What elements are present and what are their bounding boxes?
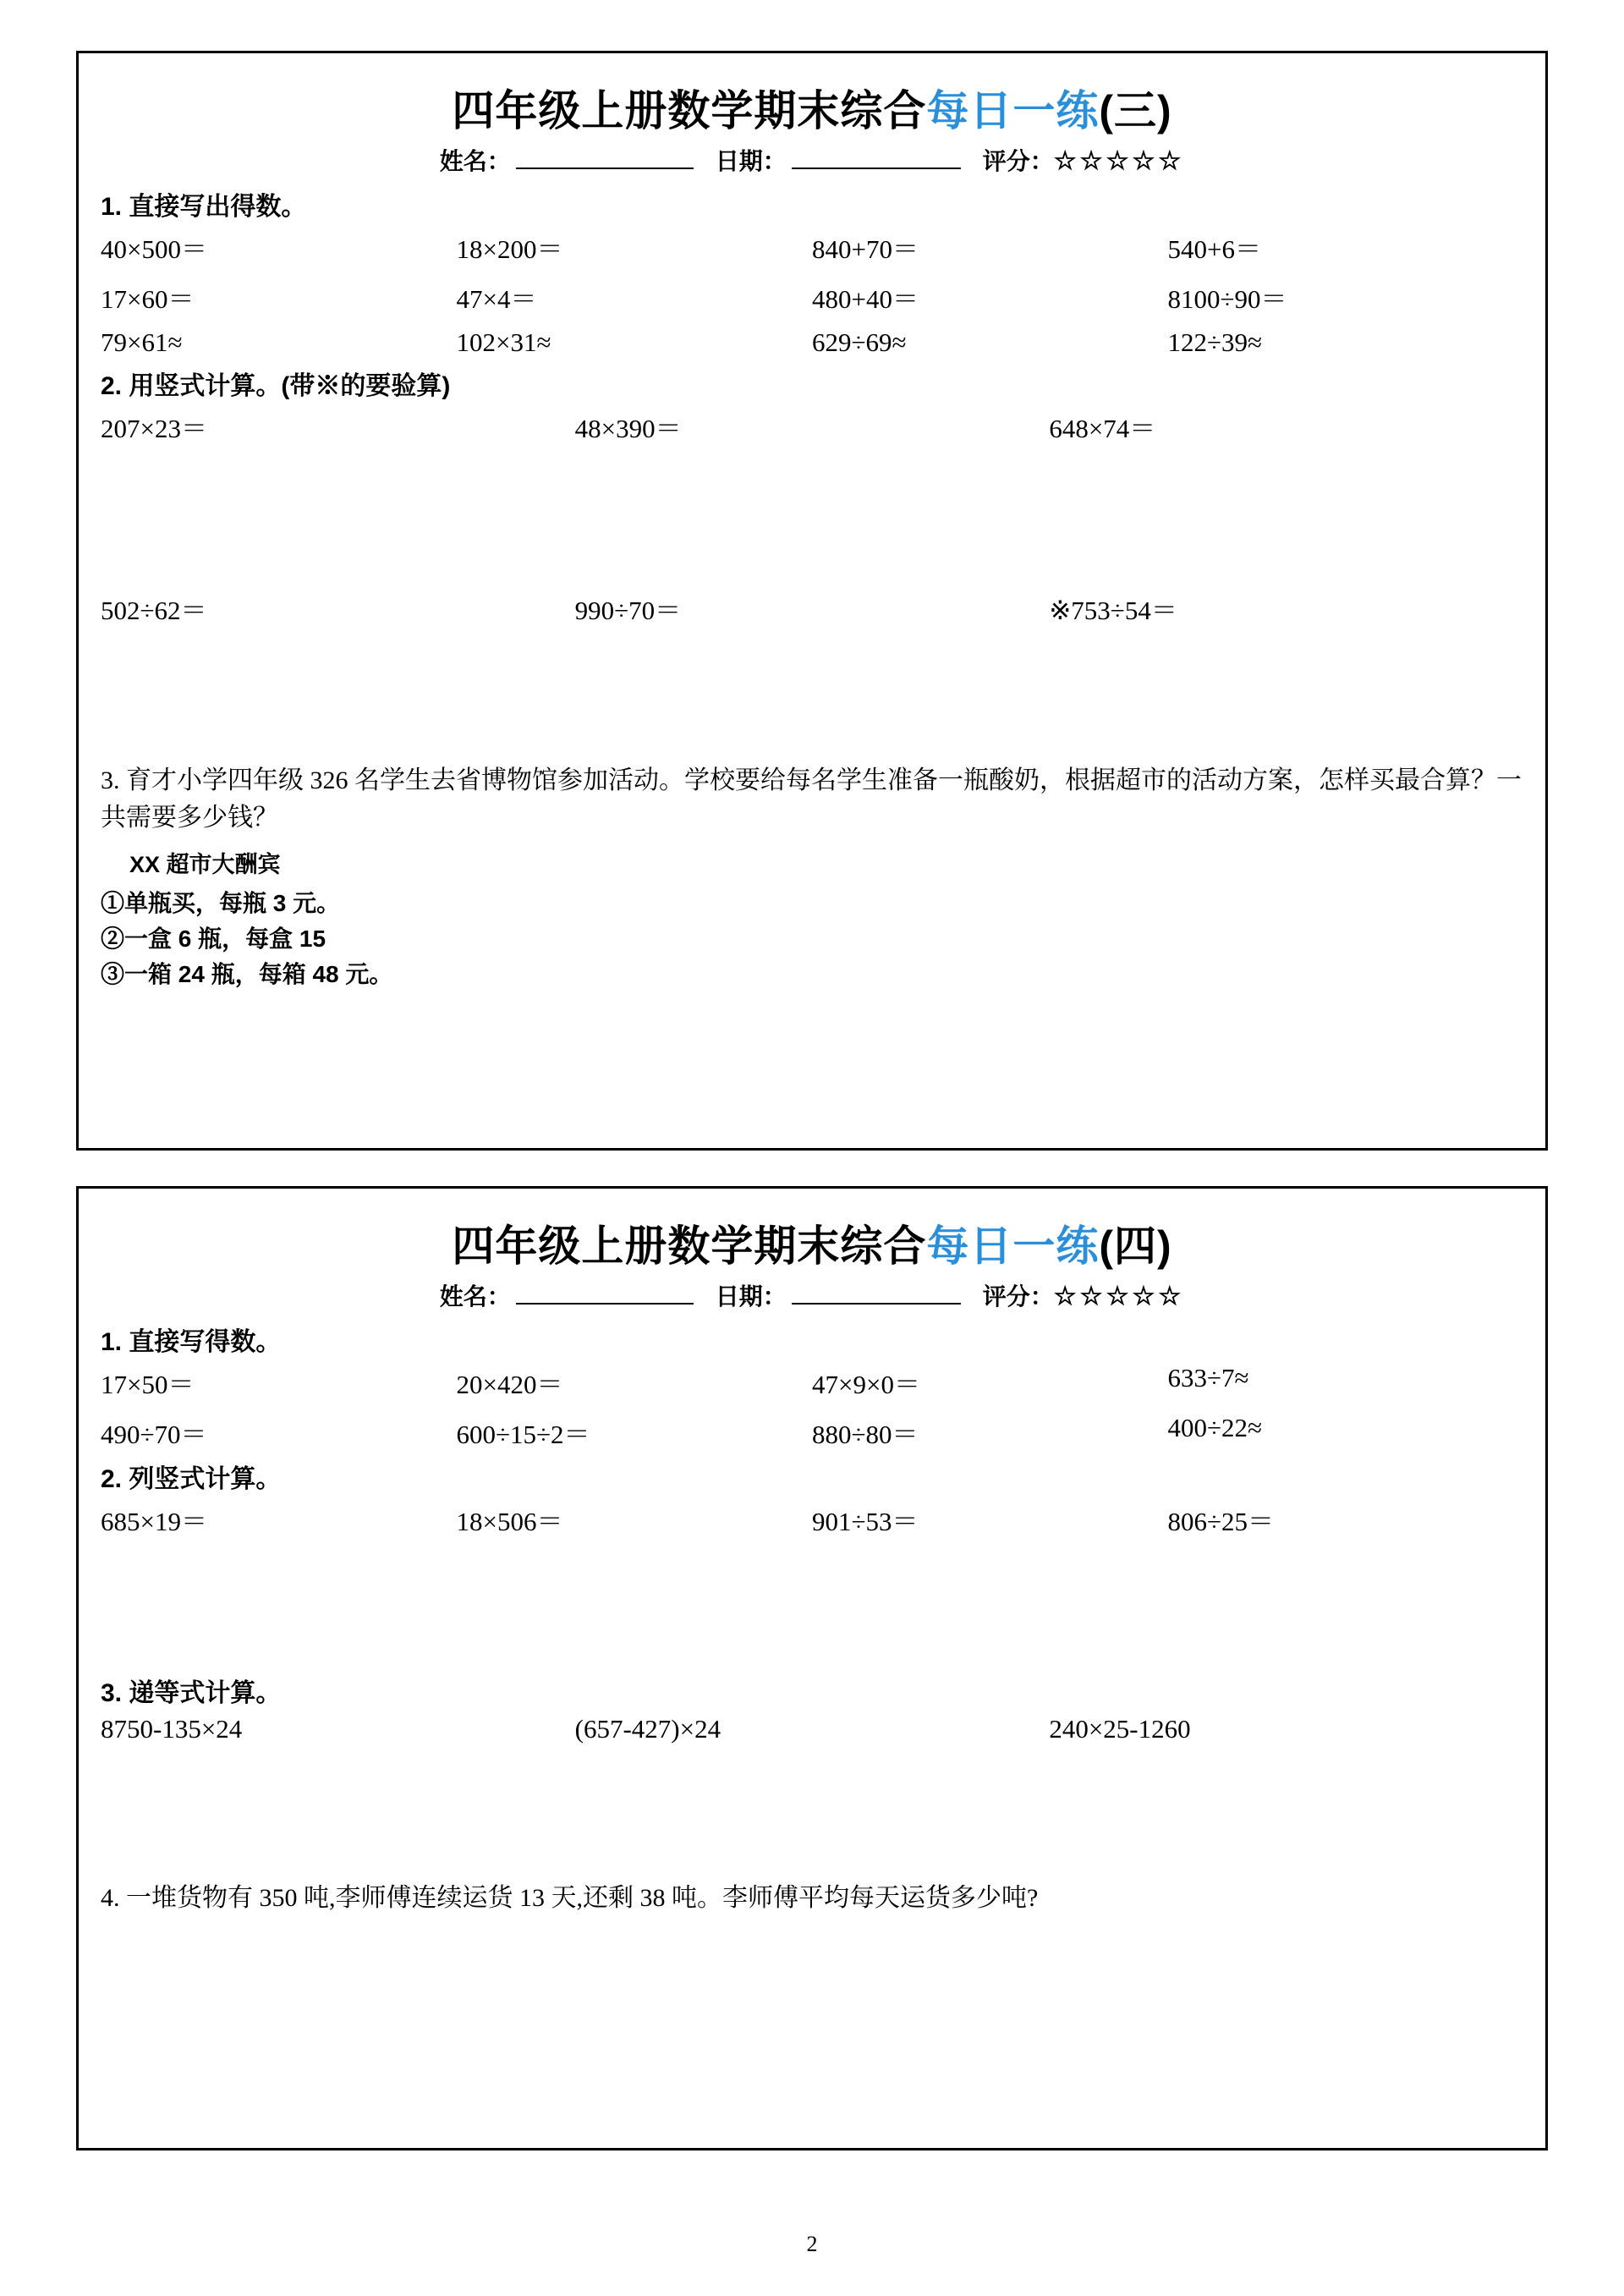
sheet-3-q3-option-3: ③一箱 24 瓶，每箱 48 元。 — [101, 961, 393, 987]
sheet-3-name-label: 姓名： — [439, 148, 511, 174]
problem-item: 17×60＝ — [101, 284, 195, 314]
sheet-4-title — [101, 1212, 1523, 1273]
problem-item: ※753÷54＝ — [1049, 596, 1177, 625]
sheet-3-q3-option-2: ②一盒 6 瓶，每盒 15 — [101, 926, 326, 952]
problem-item: 20×420＝ — [456, 1370, 563, 1399]
sheet-4-date-label: 日期： — [715, 1283, 787, 1310]
sheet-4-date-field — [716, 1278, 983, 1312]
sheet-4-name-label: 姓名： — [439, 1283, 511, 1310]
sheet-3-score-field — [983, 143, 1185, 177]
problem-item: 47×9×0＝ — [812, 1370, 920, 1399]
sheet-3-q1-heading: 1. 直接写出得数。 — [101, 193, 307, 221]
problem-item: 18×200＝ — [456, 234, 563, 264]
sheet-3-date-field — [716, 143, 983, 177]
problem-item: 207×23＝ — [101, 414, 207, 443]
problem-item: 40×500＝ — [101, 234, 207, 264]
problem-item: 901÷53＝ — [812, 1507, 919, 1536]
sheet-3-meta-row — [101, 143, 1523, 177]
sheet-3-date-label: 日期： — [715, 148, 787, 174]
problem-item: 600÷15÷2＝ — [456, 1420, 590, 1449]
sheet-3-name-field — [440, 143, 716, 177]
problem-item: 633÷7≈ — [1167, 1363, 1249, 1392]
sheet-3-q3-text: 3. 育才小学四年级 326 名学生去省博物馆参加活动。学校要给每名学生准备一瓶酸奶，根据超市的活动方案，怎样买最合算？一共需要多少钱？ — [101, 766, 1522, 832]
problem-item: 240×25-1260 — [1049, 1714, 1191, 1744]
problem-item: 880÷80＝ — [812, 1420, 919, 1449]
problem-item: 840+70＝ — [812, 234, 919, 264]
problem-item: 685×19＝ — [101, 1507, 207, 1536]
sheet-3-q2-work-area-2[interactable] — [101, 627, 1523, 754]
sheet-4-q3-work-area[interactable] — [101, 1744, 1523, 1871]
problem-item: 17×50＝ — [101, 1370, 195, 1399]
sheet-4-q2-grid — [101, 1500, 1523, 1538]
problem-item: 648×74＝ — [1049, 414, 1156, 443]
sheet-3-name-input[interactable] — [516, 146, 694, 169]
sheet-4-name-field — [440, 1278, 716, 1312]
sheet-4-q4-work-area[interactable] — [101, 1917, 1523, 1993]
sheet-3-q2-row2 — [101, 589, 1523, 627]
sheet-3-q3-promo-title: XX 超市大酬宾 — [129, 852, 281, 877]
worksheet-sheet-3 — [76, 51, 1548, 1151]
problem-item: (657-427)×24 — [574, 1714, 721, 1744]
sheet-3-date-input[interactable] — [792, 146, 961, 169]
page-number: 2 — [806, 2232, 818, 2256]
sheet-3-title — [101, 77, 1523, 138]
problem-item: 806÷25＝ — [1167, 1507, 1275, 1536]
sheet-3-score-stars[interactable]: ☆☆☆☆☆ — [1053, 147, 1185, 175]
sheet-4-q1-grid — [101, 1363, 1523, 1451]
problem-item: 102×31≈ — [456, 327, 551, 357]
problem-item: 8100÷90＝ — [1167, 284, 1287, 314]
sheet-4-q2-work-area[interactable] — [101, 1538, 1523, 1665]
sheet-3-score-label: 评分： — [982, 148, 1054, 174]
problem-item: 122÷39≈ — [1167, 327, 1263, 357]
problem-item: 18×506＝ — [456, 1507, 563, 1536]
problem-item: 79×61≈ — [101, 327, 183, 357]
sheet-3-q2-heading: 2. 用竖式计算。(带※的要验算) — [101, 372, 451, 400]
sheet-4-meta-row — [101, 1278, 1523, 1312]
problem-item: 400÷22≈ — [1167, 1413, 1263, 1442]
sheet-4-name-input[interactable] — [516, 1281, 694, 1305]
sheet-3-title-highlight: 每日一练 — [926, 87, 1100, 135]
sheet-4-score-label: 评分： — [982, 1283, 1054, 1310]
sheet-4-q3-heading: 3. 递等式计算。 — [101, 1679, 282, 1707]
sheet-4-q2-heading: 2. 列竖式计算。 — [101, 1465, 282, 1493]
sheet-4-title-highlight: 每日一练 — [926, 1222, 1100, 1270]
problem-item: 990÷70＝ — [574, 596, 682, 625]
worksheet-sheet-4 — [76, 1186, 1548, 2150]
sheet-4-title-part2: (四) — [1099, 1222, 1172, 1270]
problem-item: 47×4＝ — [456, 284, 537, 314]
problem-item: 629÷69≈ — [812, 327, 907, 357]
sheet-3-q1-grid — [101, 228, 1523, 358]
sheet-4-score-stars[interactable]: ☆☆☆☆☆ — [1053, 1283, 1185, 1310]
sheet-3-title-part2: (三) — [1099, 87, 1172, 135]
sheet-4-title-part1: 四年级上册数学期末综合 — [452, 1222, 927, 1270]
sheet-4-q4-text: 4. 一堆货物有 350 吨,李师傅连续运货 13 天,还剩 38 吨。李师傅平均每天运货多少吨? — [101, 1884, 1039, 1912]
sheet-4-q1-heading: 1. 直接写得数。 — [101, 1328, 282, 1356]
sheet-3-title-part1: 四年级上册数学期末综合 — [452, 87, 927, 135]
sheet-4-date-input[interactable] — [792, 1281, 961, 1305]
problem-item: 48×390＝ — [574, 414, 682, 443]
problem-item: 490÷70＝ — [101, 1420, 207, 1449]
sheet-3-q3-option-1: ①单瓶买，每瓶 3 元。 — [101, 890, 341, 916]
problem-item: 8750-135×24 — [101, 1714, 243, 1744]
sheet-4-score-field — [983, 1278, 1185, 1312]
sheet-3-q2-row1 — [101, 407, 1523, 445]
problem-item: 480+40＝ — [812, 284, 919, 314]
sheet-4-q3-grid — [101, 1714, 1523, 1744]
sheet-3-q2-work-area-1[interactable] — [101, 445, 1523, 589]
problem-item: 540+6＝ — [1167, 234, 1261, 264]
problem-item: 502÷62＝ — [101, 596, 207, 625]
